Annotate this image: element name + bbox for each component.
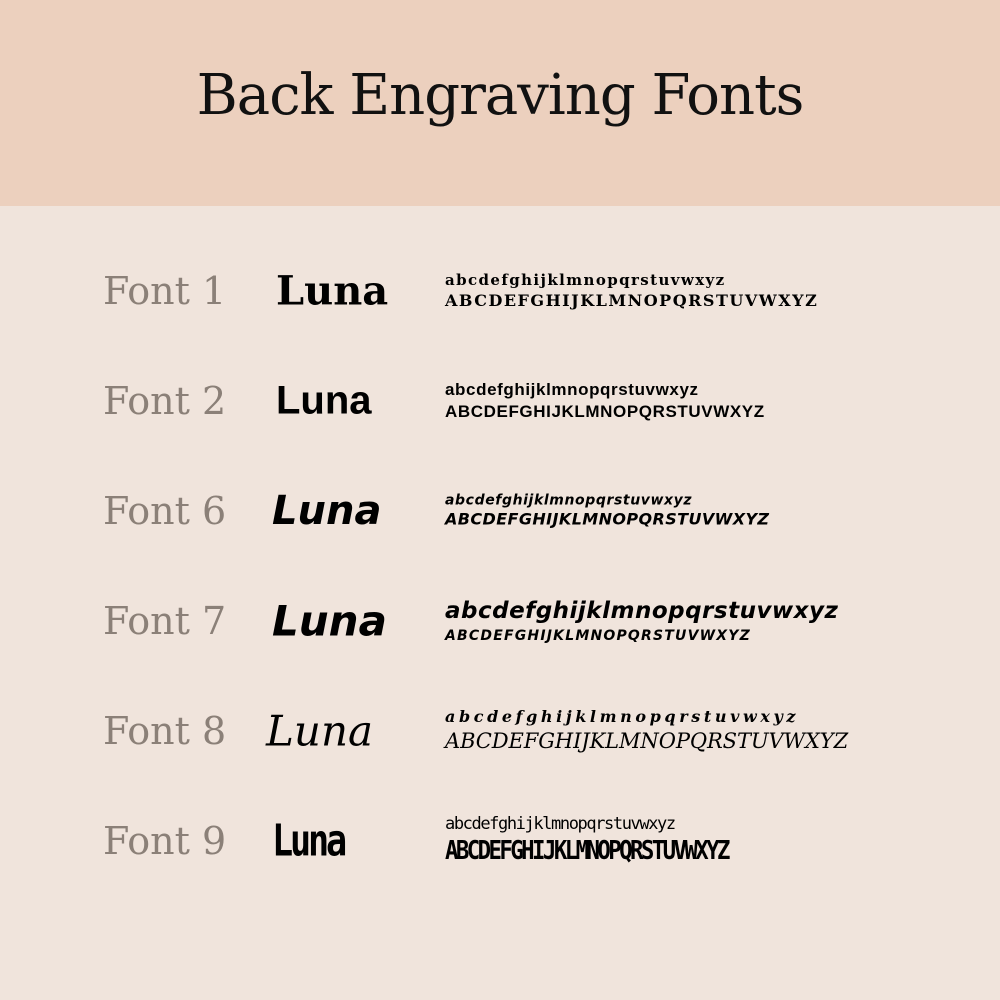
uppercase-alphabet: ABCDEFGHIJKLMNOPQRSTUVWXYZ xyxy=(445,509,770,529)
font-alphabet xyxy=(445,597,838,645)
font-list xyxy=(0,206,1000,1000)
lowercase-alphabet: abcdefghijklmnopqrstuvwxyz xyxy=(445,379,699,399)
font-row-9 xyxy=(0,796,1000,886)
lowercase-alphabet: abcdefghijklmnopqrstuvwxyz xyxy=(445,270,726,289)
uppercase-alphabet: ABCDEFGHIJKLMNOPQRSTUVWXYZ xyxy=(445,290,819,310)
font-row-6 xyxy=(0,466,1000,556)
font-row-8 xyxy=(0,686,1000,776)
header-banner xyxy=(0,0,1000,206)
font-alphabet xyxy=(445,271,818,311)
font-label: Font 6 xyxy=(103,489,227,533)
font-label: Font 2 xyxy=(103,379,227,423)
uppercase-alphabet: ABCDEFGHIJKLMNOPQRSTUVWXYZ xyxy=(445,728,849,753)
font-row-7 xyxy=(0,576,1000,666)
uppercase-alphabet: ABCDEFGHIJKLMNOPQRSTUVWXYZ xyxy=(445,627,751,644)
font-sample: Luna xyxy=(276,378,372,423)
font-sample: Luna xyxy=(272,815,344,867)
lowercase-alphabet: abcdefghijklmnopqrstuvwxyz xyxy=(445,706,800,726)
font-sample: Luna xyxy=(272,488,382,534)
font-label: Font 7 xyxy=(103,599,227,643)
lowercase-alphabet: abcdefghijklmnopqrstuvwxyz xyxy=(445,814,675,835)
font-alphabet xyxy=(445,492,769,531)
font-label: Font 1 xyxy=(103,269,227,313)
font-alphabet xyxy=(445,379,765,423)
lowercase-alphabet: abcdefghijklmnopqrstuvwxyz xyxy=(445,597,839,624)
font-alphabet xyxy=(445,813,774,869)
font-row-1 xyxy=(0,246,1000,336)
font-row-2 xyxy=(0,356,1000,446)
uppercase-alphabet: ABCDEFGHIJKLMNOPQRSTUVWXYZ xyxy=(445,836,728,867)
page-title: Back Engraving Fonts xyxy=(196,62,804,128)
font-alphabet xyxy=(445,707,848,755)
font-label: Font 8 xyxy=(103,709,227,753)
uppercase-alphabet: ABCDEFGHIJKLMNOPQRSTUVWXYZ xyxy=(445,402,765,421)
font-sample: Luna xyxy=(272,596,387,646)
lowercase-alphabet: abcdefghijklmnopqrstuvwxyz xyxy=(445,492,693,509)
font-sample: Luna xyxy=(276,267,389,315)
font-label: Font 9 xyxy=(103,819,227,863)
font-sample: Luna xyxy=(266,706,374,756)
